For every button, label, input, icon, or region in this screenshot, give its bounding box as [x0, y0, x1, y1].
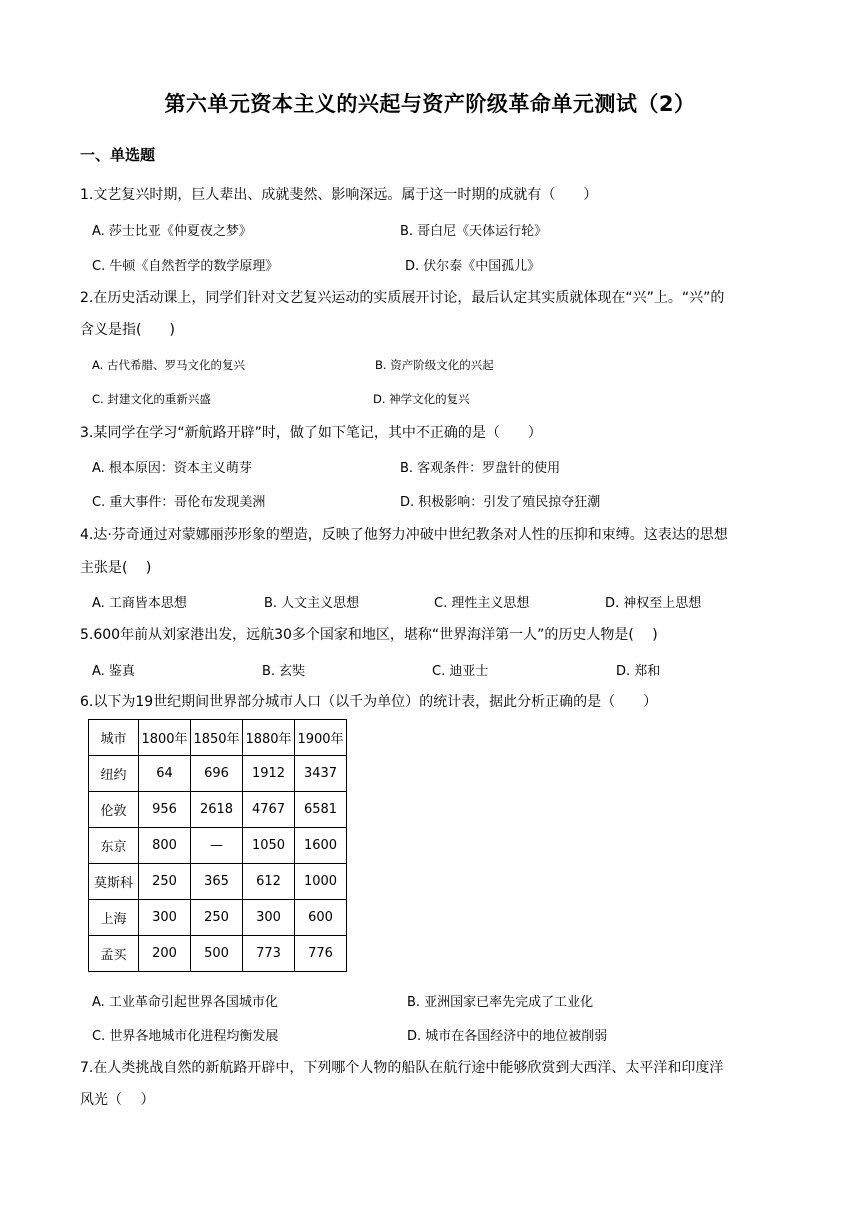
q6-option-a[interactable]: A. 工业革命引起世界各国城市化 [92, 995, 278, 1010]
question-2-stem-line2: 含义是指( ) [80, 322, 175, 338]
q2-option-b[interactable]: B. 资产阶级文化的兴起 [375, 358, 494, 372]
table-cell: 孟买 [89, 936, 139, 972]
table-cell: 1000 [295, 864, 347, 900]
table-header-cell: 1800年 [139, 720, 191, 756]
table-cell: 莫斯科 [89, 864, 139, 900]
table-cell: 4767 [243, 792, 295, 828]
table-header-cell: 1850年 [191, 720, 243, 756]
table-cell: 64 [139, 756, 191, 792]
table-row [89, 936, 347, 972]
q5-option-d[interactable]: D. 郑和 [616, 664, 661, 679]
table-cell: 773 [243, 936, 295, 972]
table-cell: 东京 [89, 828, 139, 864]
table-cell: 上海 [89, 900, 139, 936]
q5-option-b[interactable]: B. 玄奘 [262, 664, 306, 679]
table-cell: 3437 [295, 756, 347, 792]
table-cell: 250 [191, 900, 243, 936]
table-row [89, 792, 347, 828]
table-header-cell: 1880年 [243, 720, 295, 756]
table-cell: 纽约 [89, 756, 139, 792]
table-cell: 1600 [295, 828, 347, 864]
q2-option-c[interactable]: C. 封建文化的重新兴盛 [92, 392, 211, 406]
table-cell: 伦敦 [89, 792, 139, 828]
q4-option-b[interactable]: B. 人文主义思想 [264, 596, 360, 611]
q4-option-d[interactable]: D. 神权至上思想 [605, 596, 702, 611]
table-cell: 600 [295, 900, 347, 936]
question-4-stem-line1: 4.达·芬奇通过对蒙娜丽莎形象的塑造，反映了他努力冲破中世纪教条对人性的压抑和束缚。这表达的思想 [80, 527, 728, 543]
table-cell: 250 [139, 864, 191, 900]
q1-option-b[interactable]: B. 哥白尼《天体运行轮》 [400, 224, 548, 239]
table-cell: 1050 [243, 828, 295, 864]
population-table [88, 719, 347, 972]
table-cell: 776 [295, 936, 347, 972]
document-title: 第六单元资本主义的兴起与资产阶级革命单元测试（2） [164, 92, 696, 116]
question-7-stem-line2: 风光（ ） [80, 1092, 155, 1108]
q5-option-a[interactable]: A. 鉴真 [92, 664, 135, 679]
table-cell: 300 [139, 900, 191, 936]
section-heading: 一、单选题 [80, 146, 156, 164]
table-cell: 500 [191, 936, 243, 972]
table-header-row [89, 720, 347, 756]
table-cell: 612 [243, 864, 295, 900]
q1-option-c[interactable]: C. 牛顿《自然哲学的数学原理》 [92, 259, 279, 274]
q6-option-b[interactable]: B. 亚洲国家已率先完成了工业化 [407, 995, 594, 1010]
q2-option-d[interactable]: D. 神学文化的复兴 [373, 392, 470, 406]
question-7-stem-line1: 7.在人类挑战自然的新航路开辟中，下列哪个人物的船队在航行途中能够欣赏到大西洋、太平洋和印度洋 [80, 1060, 724, 1076]
question-5-stem: 5.600年前从刘家港出发，远航30多个国家和地区，堪称“世界海洋第一人”的历史人物是( ) [80, 627, 658, 643]
q3-option-a[interactable]: A. 根本原因：资本主义萌芽 [92, 461, 252, 476]
table-cell: 956 [139, 792, 191, 828]
q3-option-d[interactable]: D. 积极影响：引发了殖民掠夺狂潮 [400, 495, 601, 510]
q2-option-a[interactable]: A. 古代希腊、罗马文化的复兴 [92, 358, 245, 372]
question-3-stem: 3.某同学在学习“新航路开辟”时，做了如下笔记，其中不正确的是（ ） [80, 425, 542, 441]
table-cell: 365 [191, 864, 243, 900]
question-6-stem: 6.以下为19世纪期间世界部分城市人口（以千为单位）的统计表，据此分析正确的是（ ） [80, 694, 658, 710]
q3-option-c[interactable]: C. 重大事件：哥伦布发现美洲 [92, 495, 266, 510]
question-2-stem-line1: 2.在历史活动课上，同学们针对文艺复兴运动的实质展开讨论，最后认定其实质就体现在“兴”上。“兴”的 [80, 290, 725, 306]
q1-option-a[interactable]: A. 莎士比亚《仲夏夜之梦》 [92, 224, 252, 239]
table-cell: 696 [191, 756, 243, 792]
q1-option-d[interactable]: D. 伏尔泰《中国孤儿》 [405, 259, 541, 274]
q5-option-c[interactable]: C. 迪亚士 [432, 664, 489, 679]
q4-option-c[interactable]: C. 理性主义思想 [434, 596, 530, 611]
table-cell: 300 [243, 900, 295, 936]
table-row [89, 864, 347, 900]
q6-option-d[interactable]: D. 城市在各国经济中的地位被削弱 [407, 1029, 608, 1044]
table-row [89, 828, 347, 864]
question-1-stem: 1.文艺复兴时期，巨人辈出、成就斐然、影响深远。属于这一时期的成就有（ ） [80, 187, 598, 203]
table-header-cell: 城市 [89, 720, 139, 756]
q4-option-a[interactable]: A. 工商皆本思想 [92, 596, 187, 611]
table-cell: 800 [139, 828, 191, 864]
table-cell: 6581 [295, 792, 347, 828]
table-row [89, 900, 347, 936]
table-row [89, 756, 347, 792]
table-header-cell: 1900年 [295, 720, 347, 756]
q3-option-b[interactable]: B. 客观条件：罗盘针的使用 [400, 461, 561, 476]
table-cell: 2618 [191, 792, 243, 828]
table-cell: 200 [139, 936, 191, 972]
question-4-stem-line2: 主张是( ) [80, 560, 152, 576]
table-cell: 1912 [243, 756, 295, 792]
q6-option-c[interactable]: C. 世界各地城市化进程均衡发展 [92, 1029, 279, 1044]
table-cell: — [191, 828, 243, 864]
